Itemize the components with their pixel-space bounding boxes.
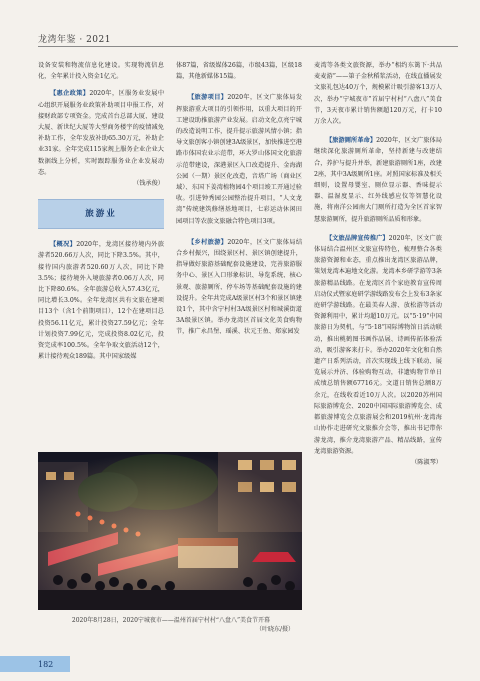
col1-lead: 设备安装和物流信息化建设。实现物流信息化，全年累计投入资金1亿元。 (38, 62, 164, 81)
photo-caption (40, 616, 302, 634)
section-label: 【旅游项目】 (188, 94, 228, 102)
col3-section-toilets (314, 135, 442, 225)
caption-text: 2020年8月28日，2020宁城夜市——温州首届宁村村“八盘八”美食节开幕 (71, 617, 271, 624)
column-2 (176, 60, 302, 450)
section-text: 2020年，区文广旅体局结合温州区文旅宣传特色，梳理整合各类旅游资源和业态，重点推出龙湾区旅游品牌，策划龙湾本遍地文化游。龙湾本乡研学游等3条旅游精品线路。在龙湾区首个家庭教育宣传周启动仪式暨家庭研学游线路发布会上发布3条家庭研学游线路。在最美春人游、放松游等活动资源利用中，累计均超10万元。以“5·19”中国旅游日为契机，与“5·18”国际博物馆日活动联动，推出桃鹤图书画作品展、诗画传拓体验活动，吸引游客来打卡。举办2020年文化和自然遗产日系列活动，首次实现线上线下联动、展览展示并济、体验购物互动，非遗购物节单日成绩总销售额67716元。文道日销售总额8万余元，在线收看近10万人次。以2020苏州国际旅游博览会、2020中国国际旅游博览会、成都旅游博览会点旅游展会和2019杭州·龙湾海山协作走进研究文旅推介会等，推出书记带你游龙湾，推介龙湾旅游产品、精品线路，宣传龙湾旅游资源。 (314, 234, 442, 455)
section-text: 2020年，区服务业发展中心组织开展服务业政策补助项目申报工作，对接财政部专项资金。完成首台总部大厦、建设大厦、新世纪大厦等大型商务楼宇的疫情减免补助工作，全年发放补助65.30万元，补助企业31家。全年完成115家规上服务企业企业大数据线上分析，实时跟踪服务业企业发展动态。 (38, 90, 164, 176)
col2-section-projects (176, 92, 302, 226)
section-text: 2020年，区文广旅体局结合乡村振兴，围绕景区村、景区镇创建提升，指导做好旅游基础配套设施建设，完善旅游服务中心、景区入口形象标识、导览系统、核心景观、旅游厕所、停车场等基础配套设施的建设提升。全年共完成A级景区村3个和景区镇建设1个，其中含宁村村3A级景区村和城溪街道3A级景区镇。举办龙湾区首届文化美食购物节，推广永昌堡、瑶溪、状元王鱼、郑家园发 (176, 238, 302, 336)
col3-section-branding (314, 233, 442, 457)
section-label: 【概况】 (50, 241, 77, 249)
photo-credit: （叶晓东/摄） (255, 626, 294, 633)
section-text: 2020年，区文广旅体局继续深化旅游厕所革命，坚持新建与改建结合，养护与提升并举，新建旅游厕所1座，改建2座，其中3A级厕所1座。对照国家标准及相关细则，设置母婴室、厕位显示器、香味提示器、温湿度显示、红外线感应仪等智慧化设施，将南洋公园南大门厕所打造为全区首家智慧旅游厕所，提升旅游厕所品质和形象。 (314, 137, 442, 223)
author-signature: （陈淑琴） (411, 458, 442, 466)
night-market-photo (38, 452, 302, 610)
col1-section-overview (38, 239, 164, 362)
page-number: 182 (0, 656, 70, 672)
section-text: 2020年，龙湾区接待境内外旅游者520.66万人次，同比下降3.5%。其中，接待国内旅游者520.60万人次，同比下降3.5%；接待境外入境旅游者0.06万人次，同比下降80.6%。全年旅游总收入57.43亿元，同比增长3.0%。全年龙湾区共有文旅在建项目13个（含1个前期项目），12个在建项目总投资56.11亿元，累计投资27.59亿元；全年计划投资7.99亿元，完成投资8.02亿元，投资完成率100.5%。全年争取文旅活动12个，累计接待观众189篇。其中国家级媒 (38, 241, 164, 361)
section-label: 【文旅品牌宣传推广】 (326, 234, 389, 242)
running-header: 龙湾年鉴 · 2021 (38, 35, 111, 45)
section-label: 【旅游厕所革命】 (326, 137, 377, 145)
section-text: 2020年，区文广旅体局发挥旅游重大项目的引领作用，以重大项目的开工建设助推旅游产业发展。启动文化点亮宁城的改造说明工作，提升提示旅游风情小镇；指导文旅创客小镇创建3A级景区，加快推进空港路市体国农业示范带，环大罗山体国文化旅游示范带建设，深港景区入口改造提升、金海湖公园（一期）景区化改造，音塔广场（商业区域）、东国下姜湾植物园4个项目竣工开通过验收。引进钟秀园公园整治提升项目，“人文龙湾”传统建筑修缮基地项目，七彩运动休闲田园项目等农旅文旅融合特色项目3项。 (176, 94, 302, 225)
col3-lead: 麦湾等各类文旅资源，举办“相约东篱下·共品麦麦游”——第子金秋稻浆活动，在线直播展发文旅礼包达40万个，规模累计吸引游客13万人次，举办“宁城夜市”首届宁村村“八盘八”美食节，3天夜市累计销售额超120万元，打卡10万余人次。 (314, 62, 442, 126)
col2-section-rural (176, 237, 302, 338)
section-label: 【惠企政策】 (50, 90, 90, 98)
author-signature: （钱承俊） (133, 180, 164, 188)
col2-lead: 体87篇，省级媒体26篇，市级43篇，区级18篇，其他新媒体15篇。 (176, 62, 302, 81)
header-rule (38, 46, 458, 47)
section-label: 【乡村旅游】 (188, 238, 228, 246)
column-1 (38, 60, 164, 455)
col1-section-policy (38, 88, 164, 178)
section-banner: 旅游业 (38, 199, 164, 229)
column-3 (314, 60, 442, 650)
